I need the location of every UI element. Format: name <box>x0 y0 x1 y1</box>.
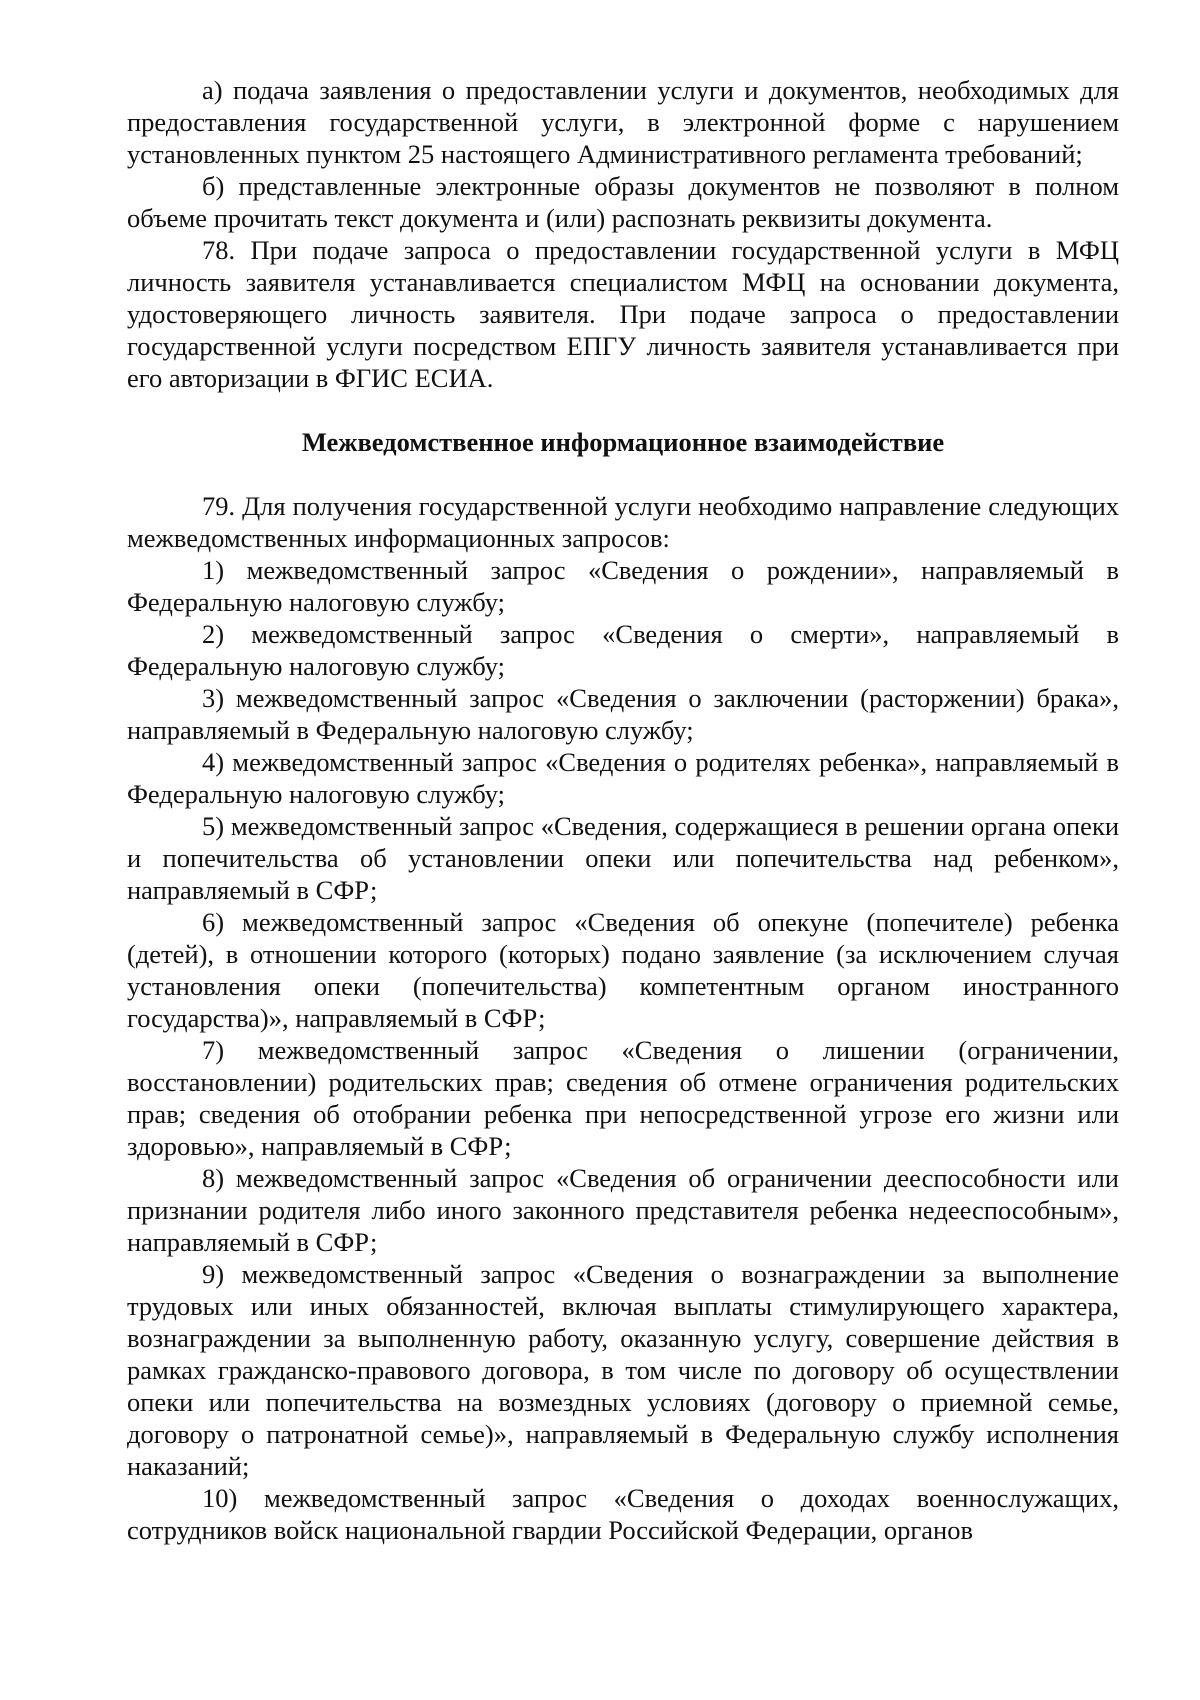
section-a <box>127 74 1119 394</box>
section-heading: Межведомственное информационное взаимодействие <box>301 427 945 457</box>
list-item: 10) межведомственный запрос «Сведения о доходах военнослужащих, сотрудников войск национальной гвардии Российской Федерации, органов <box>127 1483 1119 1545</box>
list-item: 6) межведомственный запрос «Сведения об опекуне (попечителе) ребенка (детей), в отношении которого (которых) подано заявление (за исключением случая установления опеки (попечительства) компетентным органом иностранного государства)», направляемый в СФР; <box>127 907 1119 1033</box>
section-79 <box>127 490 1119 1546</box>
list-item: 8) межведомственный запрос «Сведения об ограничении дееспособности или признании родителя либо иного законного представителя ребенка недееспособным», направляемый в СФР; <box>127 1163 1119 1257</box>
document-page <box>127 74 1119 1546</box>
list-item: 7) межведомственный запрос «Сведения о лишении (ограничении, восстановлении) родительских прав; сведения об отмене ограничения родительских прав; сведения об отобрании ребенка при непосредственной угрозе его жизни или здоровью», направляемый в СФР; <box>127 1035 1119 1161</box>
paragraph-79-intro: 79. Для получения государственной услуги необходимо направление следующих межведомственных информационных запросов: <box>127 491 1119 553</box>
list-item: 9) межведомственный запрос «Сведения о вознаграждении за выполнение трудовых или иных обязанностей, включая выплаты стимулирующего характера, вознаграждении за выполненную работу, оказанную услугу, совершение действия в рамках гражданско-правового договора, в том числе по договору об осуществлении опеки или попечительства на возмездных условиях (договору о приемной семье, договору о патронатной семье)», направляемый в Федеральную службу исполнения наказаний; <box>127 1259 1119 1481</box>
paragraph-78: 78. При подаче запроса о предоставлении государственной услуги в МФЦ личность заявителя устанавливается специалистом МФЦ на основании документа, удостоверяющего личность заявителя. При подаче запроса о предоставлении государственной услуги посредством ЕПГУ личность заявителя устанавливается при его авторизации в ФГИС ЕСИА. <box>127 235 1119 393</box>
list-item: 3) межведомственный запрос «Сведения о заключении (расторжении) брака», направляемый в Федеральную налоговую службу; <box>127 683 1119 745</box>
list-item: 5) межведомственный запрос «Сведения, содержащиеся в решении органа опеки и попечительства об установлении опеки или попечительства над ребенком», направляемый в СФР; <box>127 811 1119 905</box>
paragraph-a: а) подача заявления о предоставлении услуги и документов, необходимых для предоставления государственной услуги, в электронной форме с нарушением установленных пунктом 25 настоящего Административного регламента требований; <box>127 75 1119 169</box>
paragraph-b: б) представленные электронные образы документов не позволяют в полном объеме прочитать текст документа и (или) распознать реквизиты документа. <box>127 171 1119 233</box>
list-item: 4) межведомственный запрос «Сведения о родителях ребенка», направляемый в Федеральную налоговую службу; <box>127 747 1119 809</box>
list-item: 2) межведомственный запрос «Сведения о смерти», направляемый в Федеральную налоговую службу; <box>127 619 1119 681</box>
list-item: 1) межведомственный запрос «Сведения о рождении», направляемый в Федеральную налоговую службу; <box>127 555 1119 617</box>
